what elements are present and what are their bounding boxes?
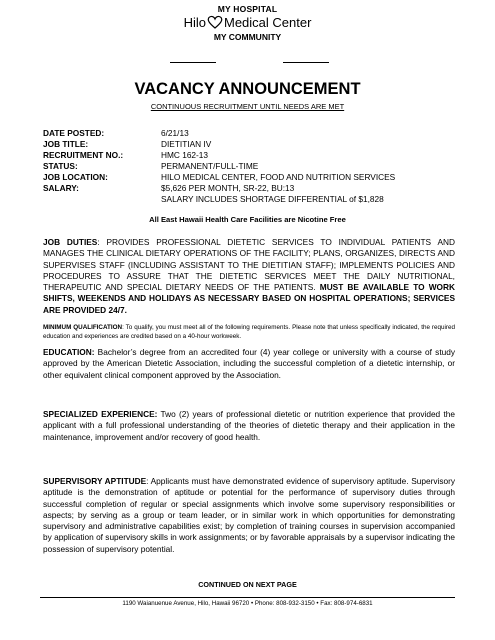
heart-icon <box>206 15 224 29</box>
info-row <box>43 128 395 139</box>
info-value: SALARY INCLUDES SHORTAGE DIFFERENTIAL of $1,828 <box>161 194 384 204</box>
subtitle: CONTINUOUS RECRUITMENT UNTIL NEEDS ARE MET <box>150 102 345 111</box>
education-text: Bachelor’s degree from an accredited four (4) year college or university with a course of study approved by the American Dietetic Association, including the successful completion of a dietetic internship, or other equivalent clinical component approved by the Association. <box>43 347 455 380</box>
specialized-experience-section <box>43 409 455 443</box>
job-duties-emphasis: MUST BE AVAILABLE TO WORK SHIFTS, WEEKENDS AND HOLIDAYS AS NECESSARY BASED ON HOSPITAL OPERATIONS; SERVICES ARE PROVIDED 24/7. <box>43 282 455 315</box>
job-duties-heading: JOB DUTIES <box>43 237 98 247</box>
info-row <box>43 161 395 172</box>
info-value: DIETITIAN IV <box>161 139 212 149</box>
minimum-qualification-heading: MINIMUM QUALIFICATION <box>43 324 123 331</box>
info-value: PERMANENT/FULL-TIME <box>161 161 259 171</box>
hospital-logo <box>0 4 495 42</box>
logo-divider-right <box>283 62 329 63</box>
nicotine-notice: All East Hawaii Health Care Facilities are Nicotine Free <box>149 215 346 224</box>
info-label: SALARY: <box>43 183 79 193</box>
footer-divider <box>40 597 455 598</box>
minimum-qualification-section <box>43 323 455 341</box>
logo-top-text: MY HOSPITAL <box>217 4 278 14</box>
page-title: VACANCY ANNOUNCEMENT <box>134 80 361 98</box>
info-row <box>43 172 395 183</box>
logo-name-left: Hilo <box>183 15 206 30</box>
job-duties-section <box>43 237 455 316</box>
minimum-qualification-text: : To qualify, you must meet all of the following requirements. Please note that unless specifically indicated, the required education and experiences are credited based on a 40-hour workweek. <box>43 324 455 340</box>
info-label: DATE POSTED: <box>43 128 105 138</box>
education-section <box>43 347 455 381</box>
footer-address: 1190 Waianuenue Avenue, Hilo, Hawaii 96720 • Phone: 808-932-3150 • Fax: 808-974-6831 <box>122 600 373 607</box>
info-row <box>43 139 395 150</box>
info-row <box>43 183 395 194</box>
info-value: HMC 162-13 <box>161 150 209 160</box>
supervisory-aptitude-text: : Applicants must have demonstrated evidence of supervisory aptitude. Supervisory aptitude is the demonstration of aptitude or potential for the performance of supervisory duties through successful completion of regular or special assignments which involve some supervisory responsibilities or aspects; by serving as a group or team leader, or in similar work in which opportunities for demonstrating supervisory and administrative capabilities exist; by completion of training courses in supervision accompanied by application of supervisory skills in work assignments; or by favorable appraisals by a supervisor indicating the possession of supervisory potential. <box>43 476 456 554</box>
info-row <box>43 194 395 205</box>
specialized-experience-heading: SPECIALIZED EXPERIENCE: <box>43 409 158 419</box>
info-value: HILO MEDICAL CENTER, FOOD AND NUTRITION SERVICES <box>161 172 396 182</box>
logo-divider-left <box>170 62 216 63</box>
logo-name <box>0 15 495 30</box>
info-label: JOB TITLE: <box>43 139 89 149</box>
info-label <box>43 194 161 205</box>
continued-notice: CONTINUED ON NEXT PAGE <box>198 580 297 589</box>
info-row <box>43 150 395 161</box>
info-label: JOB LOCATION: <box>43 172 108 182</box>
info-value: 6/21/13 <box>161 128 189 138</box>
info-label: RECRUITMENT NO.: <box>43 150 124 160</box>
job-duties-text: : PROVIDES PROFESSIONAL DIETETIC SERVICES TO INDIVIDUAL PATIENTS AND MANAGES THE CLINICAL DIETARY OPERATIONS OF THE FACILITY; PLANS, ORGANIZES, DIRECTS AND SUPERVISES STAFF (INCLUDING ASSISTANT TO THE DIETITIAN STAFF); IMPLEMENTS POLICIES AND PROCEDURES TO ASSURE THAT THE DIETETIC SERVICES MEET THE DAILY NUTRITIONAL, THERAPEUTIC AND SPECIAL DIETARY NEEDS OF THE PATIENTS. <box>43 237 455 293</box>
supervisory-aptitude-heading: SUPERVISORY APTITUDE <box>43 476 147 486</box>
supervisory-aptitude-section <box>43 476 455 555</box>
education-heading: EDUCATION: <box>43 347 95 357</box>
info-label: STATUS: <box>43 161 78 171</box>
vacancy-info <box>43 128 395 205</box>
info-value: $5,626 PER MONTH, SR-22, BU:13 <box>161 183 295 193</box>
specialized-experience-text: Two (2) years of professional dietetic or nutrition experience that provided the applicant with a full professional understanding of the theories of dietetic therapy and their application in the maintenance, improvement and/or recovery of good health. <box>43 409 455 442</box>
logo-name-right: Medical Center <box>223 15 312 30</box>
logo-bottom-text: MY COMMUNITY <box>213 32 282 42</box>
